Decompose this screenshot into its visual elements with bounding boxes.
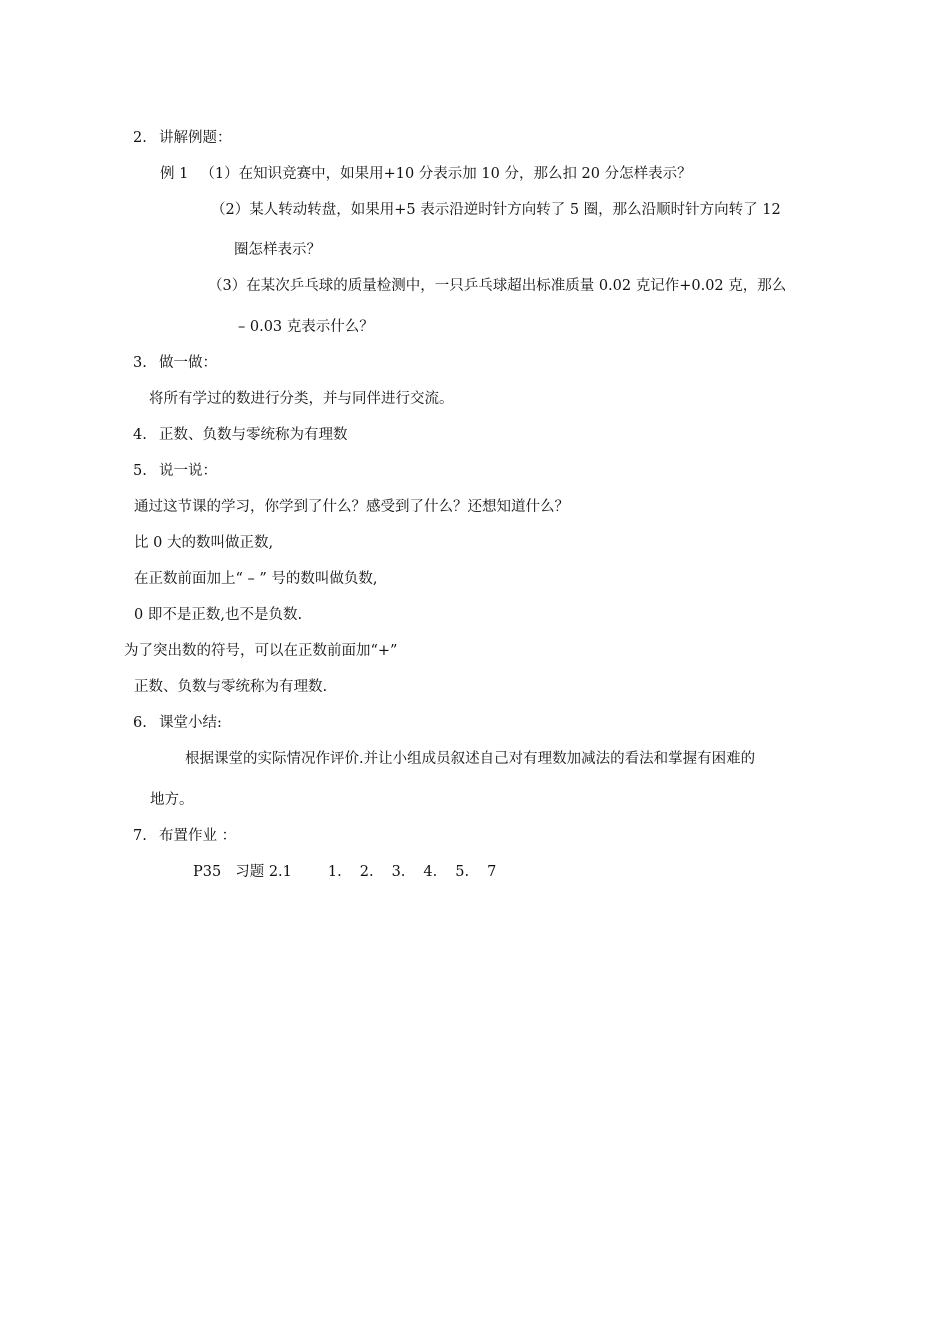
homework-line [193, 862, 496, 882]
homework-item: 4. [423, 864, 438, 880]
section-number: 7. [133, 828, 147, 844]
example-1-part-2-line-2: 圈怎样表示？ [234, 242, 321, 258]
section-5-line: 正数、负数与零统称为有理数. [134, 679, 328, 695]
section-4-heading [133, 425, 348, 445]
section-title: 正数、负数与零统称为有理数 [159, 427, 348, 443]
homework-item: 3. [391, 864, 406, 880]
section-5-heading [133, 461, 217, 481]
section-7-heading [133, 826, 236, 846]
section-title: 课堂小结: [159, 715, 222, 731]
section-2-heading [133, 128, 232, 148]
example-1-part-1 [160, 164, 692, 184]
section-title: 说一说： [159, 463, 217, 479]
section-6-body-line-1: 根据课堂的实际情况作评价.并让小组成员叙述自己对有理数加减法的看法和掌握有困难的 [185, 751, 756, 767]
example-1-part-2-line-1: （2）某人转动转盘，如果用+5 表示沿逆时针方向转了 5 圈，那么沿顺时针方向转了 12 [211, 202, 781, 218]
homework-item: 7 [487, 864, 497, 880]
homework-label: 习题 2.1 [235, 864, 292, 880]
section-3-heading [133, 353, 217, 373]
example-text: （1）在知识竞赛中，如果用+10 分表示加 10 分，那么扣 20 分怎样表示？ [200, 166, 692, 182]
homework-page: P35 [193, 864, 222, 880]
section-6-heading [133, 713, 222, 733]
section-number: 3. [133, 355, 147, 371]
section-5-line: 0 即不是正数,也不是负数. [134, 607, 303, 623]
section-5-line: 为了突出数的符号，可以在正数前面加“+” [124, 643, 398, 659]
section-number: 5. [133, 463, 147, 479]
section-number: 4. [133, 427, 147, 443]
section-5-line: 比 0 大的数叫做正数, [134, 535, 274, 551]
section-5-line: 通过这节课的学习，你学到了什么？感受到了什么？还想知道什么？ [134, 499, 569, 515]
section-title: 做一做： [159, 355, 217, 371]
section-title: 讲解例题： [159, 130, 232, 146]
homework-item: 1. [327, 864, 342, 880]
section-6-body-line-2: 地方。 [150, 792, 194, 808]
example-label: 例 1 [160, 166, 189, 182]
section-3-body: 将所有学过的数进行分类，并与同伴进行交流。 [149, 391, 454, 407]
section-5-line: 在正数前面加上“ – ” 号的数叫做负数, [134, 571, 378, 587]
example-1-part-3-line-1: （3）在某次乒乓球的质量检测中，一只乒乓球超出标准质量 0.02 克记作+0.02 克，那么 [208, 278, 787, 294]
section-number: 6. [133, 715, 147, 731]
example-1-part-3-line-2: – 0.03 克表示什么？ [238, 319, 374, 335]
homework-item: 5. [455, 864, 470, 880]
homework-item: 2. [359, 864, 374, 880]
section-number: 2. [133, 130, 147, 146]
section-title: 布置作业 ： [159, 828, 237, 844]
